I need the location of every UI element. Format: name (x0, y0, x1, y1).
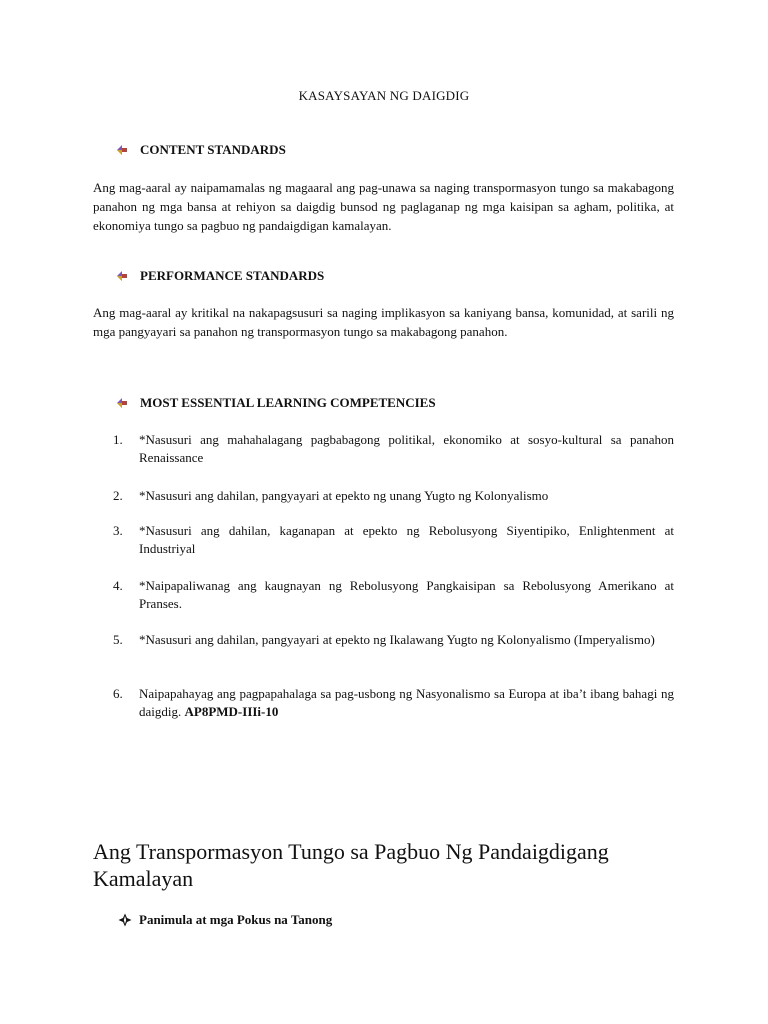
list-item-text (139, 685, 674, 721)
performance-standards-heading (116, 268, 324, 284)
list-item-number: 2. (113, 488, 123, 503)
list-item-text: *Nasusuri ang dahilan, kaganapan at epekto ng Rebolusyong Siyentipiko, Enlightenment at Industriyal (139, 523, 674, 556)
diamond-bullet-icon (118, 913, 132, 927)
arrow-bullet-icon (116, 144, 128, 156)
content-standards-heading (116, 142, 286, 158)
list-item-number: 5. (113, 632, 123, 647)
content-standards-text: Ang mag-aaral ay naipamamalas ng magaaral ang pag-unawa sa naging transpormasyon tungo sa makabagong panahon ng mga bansa at rehiyon sa daigdig bunsod ng paglaganap ng mga kaisipan sa agham, politika, at ekonomiya tungo sa pagbuo ng pandaigdigan kamalayan. (93, 180, 674, 233)
section-title: Ang Transpormasyon Tungo sa Pagbuo Ng Pandaigdigang Kamalayan (93, 839, 609, 891)
performance-standards-text: Ang mag-aaral ay kritikal na nakapagsusuri sa naging implikasyon sa kaniyang bansa, komunidad, at sarili ng mga pangyayari sa panahon ng transpormasyon tungo sa makabagong panahon. (93, 305, 674, 339)
list-item-number: 3. (113, 523, 123, 538)
list-item-text: *Nasusuri ang mahahalagang pagbabagong politikal, ekonomiko at sosyo-kultural sa panahon Renaissance (139, 432, 674, 465)
list-item-number: 6. (113, 686, 123, 701)
arrow-bullet-icon (116, 270, 128, 282)
document-title: KASAYSAYAN NG DAIGDIG (298, 88, 470, 103)
list-item-number: 4. (113, 578, 123, 593)
content-standards-label: CONTENT STANDARDS (140, 142, 286, 157)
competencies-label: MOST ESSENTIAL LEARNING COMPETENCIES (140, 395, 436, 410)
list-item-text: *Naipapaliwanag ang kaugnayan ng Rebolusyong Pangkaisipan sa Rebolusyong Amerikano at Pranses. (139, 578, 674, 611)
list-item-number: 1. (113, 432, 123, 447)
competency-code: AP8PMD-IIIi-10 (184, 704, 279, 719)
list-item-text: *Nasusuri ang dahilan, pangyayari at epekto ng Ikalawang Yugto ng Kolonyalismo (Imperyalismo) (139, 632, 655, 647)
arrow-bullet-icon (116, 397, 128, 409)
subsection-heading (118, 912, 332, 928)
list-item-text: *Nasusuri ang dahilan, pangyayari at epekto ng unang Yugto ng Kolonyalismo (139, 488, 549, 503)
subsection-label: Panimula at mga Pokus na Tanong (139, 912, 333, 927)
competencies-heading (116, 395, 436, 411)
performance-standards-label: PERFORMANCE STANDARDS (140, 268, 325, 283)
list-item-text-body: Naipapahayag ang pagpapahalaga sa pag-usbong ng Nasyonalismo sa Europa at iba’t ibang bahagi ng daigdig. (139, 686, 674, 719)
